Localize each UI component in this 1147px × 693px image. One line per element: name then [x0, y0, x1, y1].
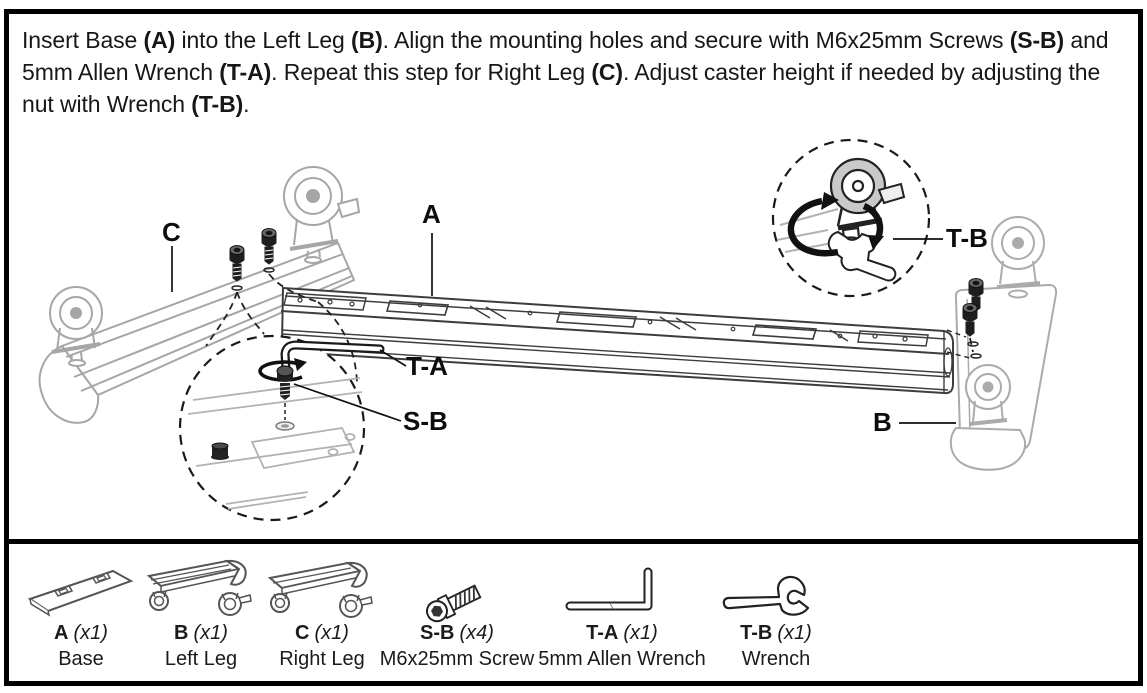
left-leg-icon	[142, 552, 260, 618]
base-beam-a-illustration	[281, 288, 953, 393]
screw-icon	[424, 552, 490, 618]
instruction-segment: and 5mm Allen Wrench	[22, 27, 1109, 85]
part-name: Wrench	[741, 648, 811, 670]
part-item-wrench	[711, 552, 841, 677]
instruction-segment: . Adjust caster height if needed by adjusting the nut with Wrench	[22, 59, 1101, 117]
part-label: T-B (x1)	[740, 622, 812, 644]
allen-wrench-icon	[560, 552, 685, 618]
instruction-segment: (S-B)	[1009, 27, 1065, 53]
part-name: Left Leg	[164, 648, 238, 670]
caster-detail-circle	[773, 140, 929, 296]
instruction-segment: .	[243, 91, 250, 117]
part-item-left-leg	[139, 552, 263, 677]
diagram-label-t-b: T-B	[946, 223, 988, 253]
part-item-allen-wrench	[537, 552, 707, 677]
part-name: M6x25mm Screw	[379, 648, 535, 670]
instruction-segment: into the Left Leg	[175, 27, 352, 53]
instruction-segment: (T-B)	[191, 91, 244, 117]
instruction-text	[22, 24, 1124, 120]
diagram-label-s-b: S-B	[403, 406, 448, 436]
parts-box-divider	[4, 539, 1143, 544]
instruction-segment: Insert Base	[22, 27, 144, 53]
screw-detail-circle	[180, 336, 380, 520]
wrench-icon	[722, 552, 830, 618]
installed-nut	[211, 443, 229, 460]
right-leg-icon	[263, 552, 381, 618]
part-name: Base	[58, 648, 104, 670]
instruction-segment: . Repeat this step for Right Leg	[271, 59, 592, 85]
part-label: A (x1)	[54, 622, 108, 644]
part-label: B (x1)	[174, 622, 228, 644]
part-label: S-B (x4)	[420, 622, 494, 644]
instruction-segment: (A)	[143, 27, 176, 53]
part-label: C (x1)	[295, 622, 349, 644]
part-item-base	[20, 552, 142, 677]
diagram-label-t-a: T-A	[406, 351, 448, 381]
instruction-segment: . Align the mounting holes and secure with M6x25mm Screws	[382, 27, 1010, 53]
diagram-label-c: C	[162, 217, 181, 247]
part-name: 5mm Allen Wrench	[538, 648, 706, 670]
diagram-label-b: B	[873, 407, 892, 437]
instruction-segment: (T-A)	[219, 59, 272, 85]
part-label: T-A (x1)	[586, 622, 658, 644]
part-name: Right Leg	[279, 648, 365, 670]
right-leg-b-illustration	[951, 217, 1056, 470]
diagram-label-a: A	[422, 199, 441, 229]
base-icon	[24, 552, 139, 618]
instruction-segment: (B)	[351, 27, 383, 53]
assembly-diagram	[0, 125, 1147, 539]
part-item-screw	[379, 552, 535, 677]
instruction-segment: (C)	[591, 59, 623, 85]
part-item-right-leg	[260, 552, 384, 677]
